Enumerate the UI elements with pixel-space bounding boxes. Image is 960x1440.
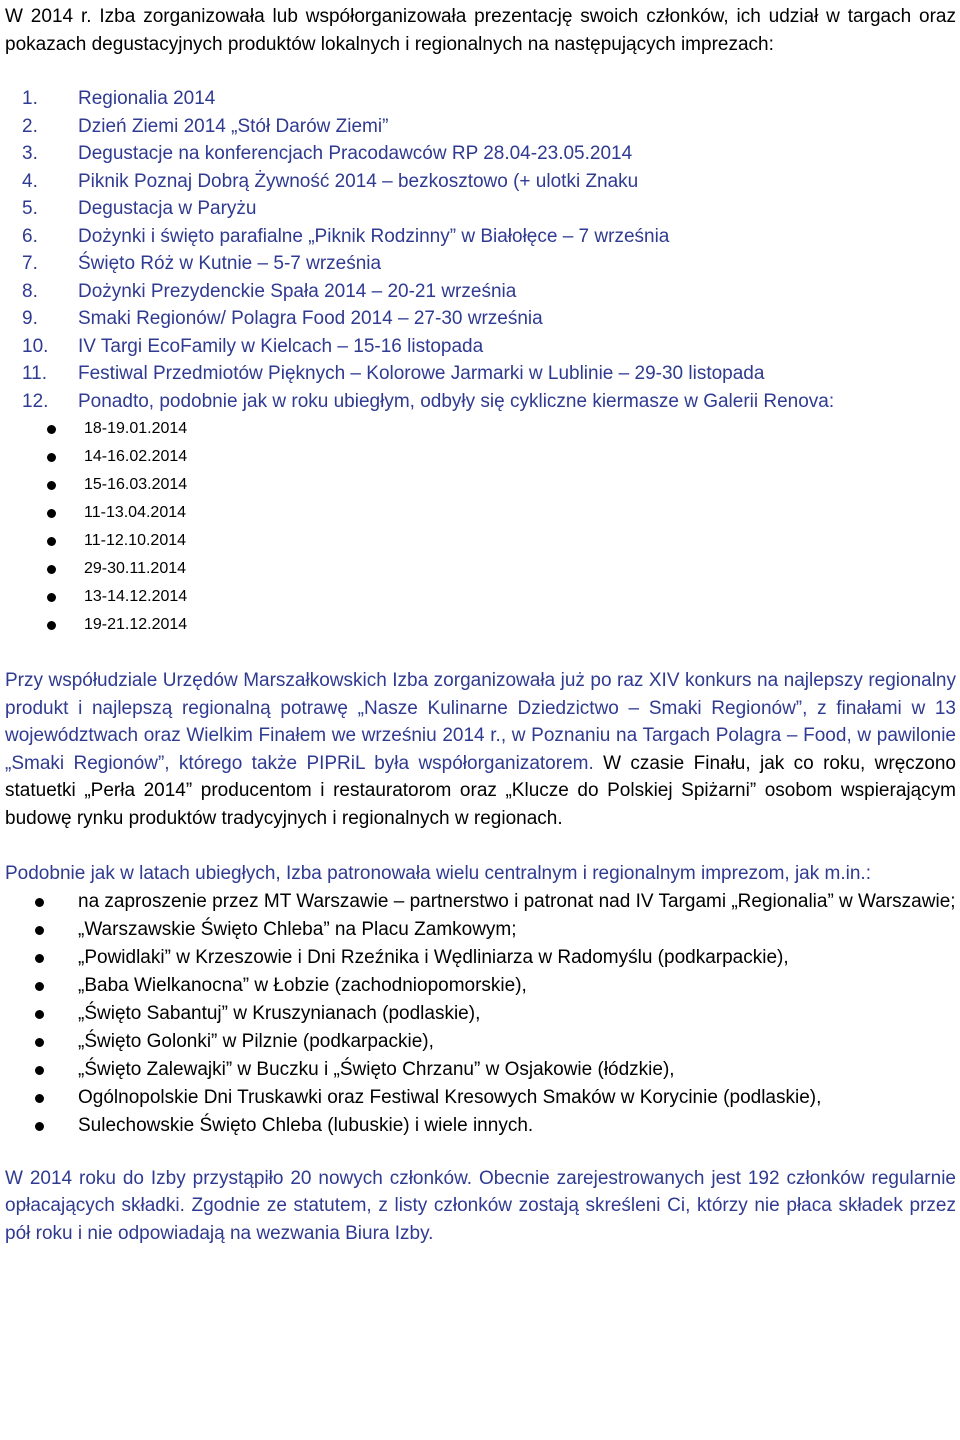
members-text-part2: Obecnie zarejestrowanych jest 192 członków regularnie opłacających składki. Zgodnie ze statutem, z listy członków zostają skreśleni Ci, którzy nie płaca składek przez pół roku i nie odpowiadają na wezwania Biura Izby. <box>5 1167 956 1244</box>
fair-date-item <box>5 499 956 527</box>
bullet-icon <box>35 1066 44 1075</box>
event-item <box>5 333 956 361</box>
event-item <box>5 278 956 306</box>
bullet-icon <box>35 1094 44 1103</box>
fair-date-item <box>5 555 956 583</box>
bullet-icon <box>35 1122 44 1131</box>
bullet-icon <box>47 481 56 490</box>
fair-date-item <box>5 443 956 471</box>
event-number: 5. <box>22 198 38 219</box>
event-item <box>5 388 956 416</box>
event-number: 1. <box>22 88 38 109</box>
fair-date-text: 14-16.02.2014 <box>84 448 188 465</box>
patronage-list <box>5 888 956 1140</box>
event-label: Święto Róż w Kutnie – 5-7 września <box>78 253 382 274</box>
patronage-item-text: „Powidlaki” w Krzeszowie i Dni Rzeźnika i Wędliniarza w Radomyślu (podkarpackie), <box>78 946 789 968</box>
event-label: Degustacja w Paryżu <box>78 198 257 219</box>
members-text-part1: W 2014 roku do Izby przystąpiło 20 nowych członków. <box>5 1167 473 1189</box>
bullet-icon <box>47 453 56 462</box>
event-number: 11. <box>22 363 48 384</box>
patronage-item-text: „Baba Wielkanocna” w Łobzie (zachodniopomorskie), <box>78 974 527 996</box>
events-list <box>5 85 956 415</box>
bullet-icon <box>47 565 56 574</box>
patronage-item-text: „Święto Sabantuj” w Kruszynianach (podlaskie), <box>78 1002 481 1024</box>
competition-paragraph <box>5 667 956 832</box>
fair-date-text: 18-19.01.2014 <box>84 420 188 437</box>
event-number: 9. <box>22 308 38 329</box>
members-paragraph <box>5 1165 956 1248</box>
patronage-paragraph: Podobnie jak w latach ubiegłych, Izba patronowała wielu centralnym i regionalnym imprezom, jak m.in.: <box>5 863 871 884</box>
event-number: 4. <box>22 170 38 192</box>
patronage-item-text: Ogólnopolskie Dni Truskawki oraz Festiwal Kresowych Smaków w Korycinie (podlaskie), <box>78 1086 822 1108</box>
event-number: 2. <box>22 115 38 137</box>
event-item <box>5 250 956 278</box>
patronage-item-text: „Święto Golonki” w Pilznie (podkarpackie), <box>78 1030 434 1052</box>
bullet-icon <box>47 593 56 602</box>
event-item <box>5 305 956 333</box>
bullet-icon <box>35 1038 44 1047</box>
patronage-item <box>5 888 956 916</box>
patronage-item <box>5 1084 956 1112</box>
event-label: Smaki Regionów/ Polagra Food 2014 – 27-30 września <box>78 308 543 329</box>
event-label: Dożynki Prezydenckie Spała 2014 – 20-21 września <box>78 280 517 302</box>
patronage-item <box>5 1000 956 1028</box>
competition-text-part2: W czasie Finału, jak co roku, wręczono statuetki „Perła 2014” producentom i restauratorom oraz „Klucze do Polskiej Spiżarni” osobom wspierającym budowę rynku produktów tradycyjnych i regionalnych w regionach. <box>5 752 956 829</box>
fair-date-item <box>5 611 956 639</box>
bullet-icon <box>35 982 44 991</box>
bullet-icon <box>35 926 44 935</box>
fair-date-text: 19-21.12.2014 <box>84 616 188 633</box>
event-label: IV Targi EcoFamily w Kielcach – 15-16 listopada <box>78 335 484 357</box>
event-number: 12. <box>22 390 49 412</box>
event-label: Degustacje na konferencjach Pracodawców RP 28.04-23.05.2014 <box>78 143 633 164</box>
event-number: 3. <box>22 143 38 164</box>
fair-date-text: 13-14.12.2014 <box>84 588 188 605</box>
bullet-icon <box>47 537 56 546</box>
bullet-icon <box>47 621 56 630</box>
patronage-item <box>5 972 956 1000</box>
fair-date-text: 11-13.04.2014 <box>84 504 187 521</box>
event-label: Dożynki i święto parafialne „Piknik Rodzinny” w Białołęce – 7 września <box>78 225 670 247</box>
event-label: Dzień Ziemi 2014 „Stół Darów Ziemi” <box>78 115 389 137</box>
fair-date-item <box>5 471 956 499</box>
event-label: Ponadto, podobnie jak w roku ubiegłym, odbyły się cykliczne kiermasze w Galerii Renova: <box>78 390 835 412</box>
event-label: Festiwal Przedmiotów Pięknych – Kolorowe Jarmarki w Lublinie – 29-30 listopada <box>78 363 765 384</box>
fair-date-item <box>5 583 956 611</box>
event-item <box>5 360 956 388</box>
event-number: 10. <box>22 335 49 357</box>
competition-text-part1: Przy współudziale Urzędów Marszałkowskich Izba zorganizowała już po raz XIV konkurs na najlepszy regionalny produkt i najlepszą regionalną potrawę „Nasze Kulinarne Dziedzictwo – Smaki Regionów”, z finałami w 13 województwach oraz Wielkim Finałem we wrześniu 2014 r., w Poznaniu na Targach Polagra – Food, w pawilonie „Smaki Regionów”, którego także PIPRiL była współorganizatorem. <box>5 670 956 774</box>
bullet-icon <box>35 954 44 963</box>
patronage-item <box>5 1028 956 1056</box>
fair-date-text: 15-16.03.2014 <box>84 476 188 493</box>
event-number: 6. <box>22 225 38 247</box>
fair-date-item <box>5 527 956 555</box>
event-item <box>5 195 956 223</box>
patronage-item-text: na zaproszenie przez MT Warszawie – partnerstwo i patronat nad IV Targami „Regionalia” w Warszawie; <box>78 890 956 912</box>
patronage-item <box>5 916 956 944</box>
patronage-item <box>5 944 956 972</box>
event-label: Regionalia 2014 <box>78 88 216 109</box>
patronage-item <box>5 1056 956 1084</box>
fair-date-text: 11-12.10.2014 <box>84 532 187 549</box>
intro-paragraph: W 2014 r. Izba zorganizowała lub współorganizowała prezentację swoich członków, ich udział w targach oraz pokazach degustacyjnych produktów lokalnych i regionalnych na następujących imprezach: <box>5 6 956 55</box>
bullet-icon <box>35 898 44 907</box>
patronage-item-text: Sulechowskie Święto Chleba (lubuskie) i wiele innych. <box>78 1114 534 1136</box>
patronage-item <box>5 1112 956 1140</box>
fair-date-text: 29-30.11.2014 <box>84 560 187 577</box>
event-label: Piknik Poznaj Dobrą Żywność 2014 – bezkosztowo (+ ulotki Znaku <box>78 170 639 192</box>
bullet-icon <box>47 425 56 434</box>
patronage-item-text: „Święto Zalewajki” w Buczku i „Święto Chrzanu” w Osjakowie (łódzkie), <box>78 1058 675 1080</box>
event-item <box>5 223 956 251</box>
patronage-item-text: „Warszawskie Święto Chleba” na Placu Zamkowym; <box>78 918 517 940</box>
event-number: 8. <box>22 280 38 302</box>
event-item <box>5 168 956 196</box>
fair-dates-list <box>5 415 956 639</box>
event-item <box>5 113 956 141</box>
fair-date-item <box>5 415 956 443</box>
event-item <box>5 140 956 168</box>
bullet-icon <box>35 1010 44 1019</box>
bullet-icon <box>47 509 56 518</box>
event-number: 7. <box>22 253 38 274</box>
event-item <box>5 85 956 113</box>
